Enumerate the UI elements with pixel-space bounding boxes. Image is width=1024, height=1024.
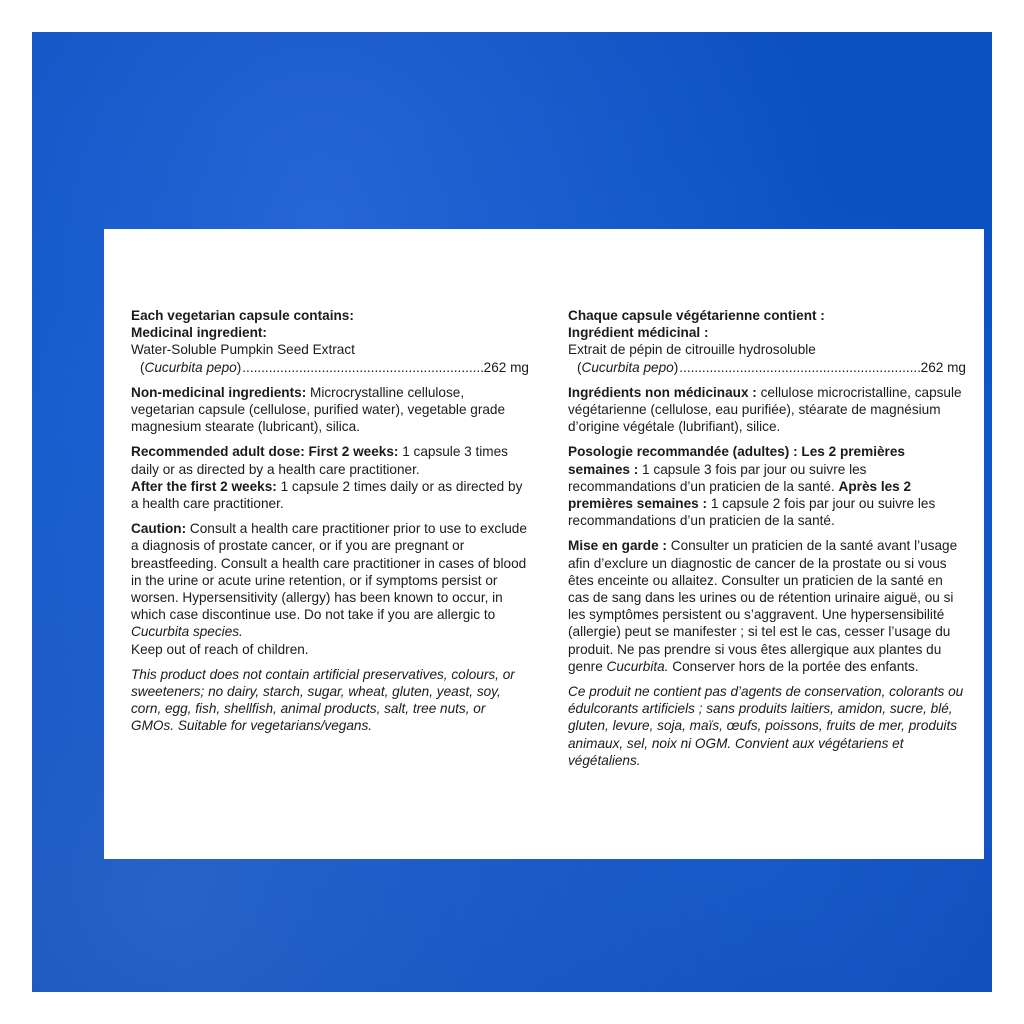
french-column (568, 307, 966, 777)
caution-text-en: Consult a health care practitioner prior to use to exclude a diagnosis of prostate cancer, or if you are pregnant or breastfeeding. Consult a health care practitioner in cases of blood in the urine or acute urine retention, or if symptoms persist or worsen. Hypersensitivity (allergy) has been known to occur, in which case discontinue use. Do not take if you are allergic to (131, 521, 527, 623)
keep-out-fr: Conserver hors de la portée des enfants. (668, 658, 919, 674)
ingredient-dose-line-fr (568, 359, 966, 376)
dose-after-weeks-en: After the first 2 weeks: 1 capsule 2 times daily or as directed by a health care practitioner. (131, 478, 523, 512)
medicinal-heading-en: Medicinal ingredient: (131, 325, 267, 341)
caution-heading-fr: Mise en garde : (568, 538, 667, 554)
nonmed-section-en (131, 384, 529, 436)
medicinal-heading-fr: Ingrédient médicinal : (568, 325, 709, 341)
caution-heading-en: Caution: (131, 521, 187, 537)
nonmed-section-fr (568, 384, 966, 436)
dot-leader-en (242, 359, 482, 376)
caution-section-en (131, 520, 529, 658)
dose-section-en (131, 443, 529, 512)
latin-name-fr: (Cucurbita pepo) (577, 359, 679, 375)
caution-section-fr (568, 537, 966, 675)
dose-section-fr (568, 443, 966, 529)
ingredient-dose-line-en (131, 359, 529, 376)
nonmed-text-fr: cellulose microcristalline, capsule végétarienne (cellulose, eau purifiée), stéarate de magnésium d’origine végétale (lubrifiant), silice. (568, 384, 962, 435)
latin-name-en: (Cucurbita pepo) (140, 359, 242, 375)
ingredient-name-en: Water-Soluble Pumpkin Seed Extract (131, 342, 355, 358)
dose-heading-2-fr: Après les 2 premières semaines : (568, 478, 912, 512)
keep-out-en: Keep out of reach of children. (131, 641, 309, 657)
contains-heading-en: Each vegetarian capsule contains: (131, 308, 354, 323)
dose-first-weeks-en: Recommended adult dose: First 2 weeks: 1 capsule 3 times daily or as directed by a health care practitioner. (131, 444, 508, 477)
product-label-panel (104, 229, 984, 859)
nonmed-text-en: Microcrystalline cellulose, vegetarian capsule (cellulose, purified water), vegetable grade magnesium stearate (lubricant), silica. (131, 384, 506, 435)
free-from-fr: Ce produit ne contient pas d’agents de conservation, colorants ou édulcorants artificiels ; sans produits laitiers, amidon, sucre, blé, gluten, levure, soja, maïs, œufs, poissons, fruits de mer, produits animaux, sel, noix ni OGM. Convient aux végétariens et végétaliens. (568, 684, 964, 768)
ingredient-name-fr: Extrait de pépin de citrouille hydrosoluble (568, 342, 816, 358)
nonmed-heading-en: Non-medicinal ingredients: (131, 384, 307, 400)
caution-species-fr: Cucurbita. (606, 658, 669, 674)
medicinal-section-en (131, 307, 529, 376)
nonmed-heading-fr: Ingrédients non médicinaux : (568, 384, 757, 400)
medicinal-section-fr (568, 307, 966, 376)
free-from-en: This product does not contain artificial preservatives, colours, or sweeteners; no dairy, starch, sugar, wheat, gluten, yeast, soy, corn, egg, fish, shellfish, animal products, salt, tree nuts, or GMOs. Suitable for vegetarians/vegans. (131, 666, 515, 734)
dose-amount-en: 262 mg (483, 359, 529, 375)
caution-text-fr: Consulter un praticien de la santé avant l’usage afin d’exclure un diagnostic de cancer de la prostate ou si vous êtes enceinte ou allaitez. Consulter un praticien de la santé en cas de sang dans les urines ou de rétention urinaire aiguë, ou si les symptômes persistent ou s’aggravent. Une hypersensibilité (allergie) peut se manifester ; si tel est le cas, cesser l’usage du produit. Ne pas prendre si vous êtes allergique aux plantes du genre (568, 538, 958, 674)
dose-heading-1-fr: Posologie recommandée (adultes) : Les 2 premières semaines : (568, 444, 905, 477)
dose-text-2-fr: 1 capsule 2 fois par jour ou suivre les recommandations d’un praticien de la santé. (568, 496, 936, 529)
caution-species-en: Cucurbita species. (131, 624, 243, 640)
dot-leader-fr (679, 359, 919, 376)
blue-background (32, 32, 992, 992)
english-column (131, 307, 529, 743)
dose-amount-fr: 262 mg (920, 359, 966, 375)
dose-text-1-fr: 1 capsule 3 fois par jour ou suivre les recommandations d’un praticien de la santé. (568, 461, 867, 494)
contains-heading-fr: Chaque capsule végétarienne contient : (568, 308, 825, 323)
